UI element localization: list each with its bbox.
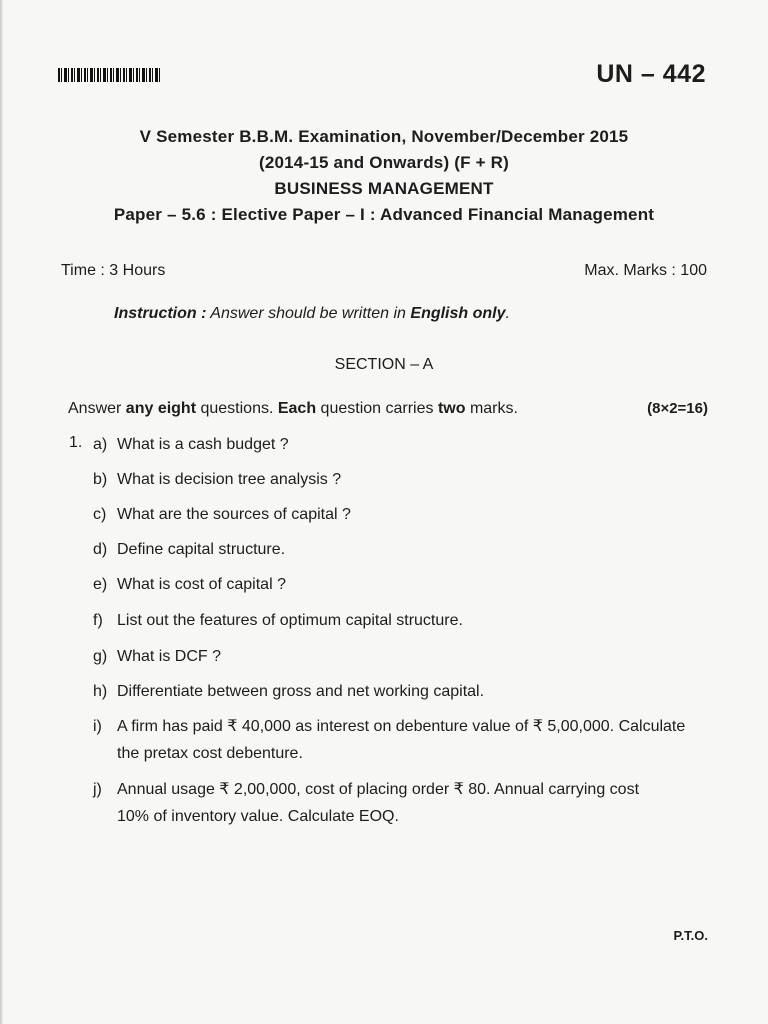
question-label: e) bbox=[93, 576, 108, 593]
instruction bbox=[114, 305, 510, 323]
instruction-text: Answer should be written in bbox=[206, 305, 411, 322]
question-text: A firm has paid ₹ 40,000 as interest on debenture value of ₹ 5,00,000. Calculate bbox=[117, 718, 686, 735]
exam-scheme: (2014-15 and Onwards) (F + R) bbox=[258, 153, 509, 172]
question-text-continued: the pretax cost debenture. bbox=[117, 745, 303, 762]
question-label: h) bbox=[93, 683, 108, 700]
question-item bbox=[93, 571, 693, 598]
pto-label: P.T.O. bbox=[673, 928, 708, 943]
answer-each: Each bbox=[277, 400, 317, 417]
question-number: 1. bbox=[69, 434, 83, 451]
exam-subject: BUSINESS MANAGEMENT bbox=[274, 179, 494, 198]
barcode bbox=[58, 68, 162, 82]
answer-mid: questions. bbox=[196, 400, 278, 417]
answer-suffix: marks. bbox=[465, 400, 518, 417]
question-text: What is DCF ? bbox=[117, 648, 222, 665]
answer-mid2: question carries bbox=[316, 400, 438, 417]
instruction-emphasis: English only bbox=[410, 305, 506, 322]
question-label: d) bbox=[93, 541, 108, 558]
question-text: What are the sources of capital ? bbox=[117, 506, 351, 523]
question-label: g) bbox=[93, 648, 108, 665]
question-item bbox=[93, 501, 693, 528]
instruction-end: . bbox=[505, 305, 510, 322]
question-label: c) bbox=[93, 506, 107, 523]
question-text: List out the features of optimum capital structure. bbox=[117, 612, 463, 629]
question-item bbox=[93, 607, 693, 634]
exam-title: V Semester B.B.M. Examination, November/December 2015 bbox=[139, 127, 629, 146]
question-text: What is decision tree analysis ? bbox=[117, 471, 342, 488]
question-text: What is a cash budget ? bbox=[117, 436, 289, 453]
question-text: What is cost of capital ? bbox=[117, 576, 286, 593]
question-item bbox=[93, 643, 693, 670]
question-item bbox=[93, 678, 693, 705]
marks-scheme: (8×2=16) bbox=[647, 400, 708, 417]
paper-code: UN – 442 bbox=[596, 60, 706, 88]
answer-prefix: Answer bbox=[68, 400, 126, 417]
question-item bbox=[93, 776, 693, 830]
question-text: Differentiate between gross and net working capital. bbox=[117, 683, 485, 700]
question-item bbox=[93, 536, 693, 563]
exam-header bbox=[0, 124, 768, 228]
section-instruction bbox=[68, 400, 518, 418]
answer-two: two bbox=[437, 400, 466, 417]
question-label: j) bbox=[93, 781, 102, 798]
instruction-label: Instruction : bbox=[114, 305, 207, 322]
question-label: b) bbox=[93, 471, 108, 488]
question-label: f) bbox=[93, 612, 103, 629]
exam-paper: Paper – 5.6 : Elective Paper – I : Advanced Financial Management bbox=[113, 205, 655, 224]
question-item bbox=[93, 713, 693, 767]
question-item bbox=[93, 431, 693, 458]
answer-count: any eight bbox=[125, 400, 197, 417]
question-text-continued: 10% of inventory value. Calculate EOQ. bbox=[117, 808, 399, 825]
exam-time: Time : 3 Hours bbox=[61, 262, 166, 279]
question-text: Annual usage ₹ 2,00,000, cost of placing order ₹ 80. Annual carrying cost bbox=[117, 781, 640, 798]
question-text: Define capital structure. bbox=[117, 541, 286, 558]
exam-max-marks: Max. Marks : 100 bbox=[584, 262, 707, 279]
question-item bbox=[93, 466, 693, 493]
section-title: SECTION – A bbox=[334, 356, 434, 373]
question-label: a) bbox=[93, 436, 108, 453]
question-label: i) bbox=[93, 718, 102, 735]
